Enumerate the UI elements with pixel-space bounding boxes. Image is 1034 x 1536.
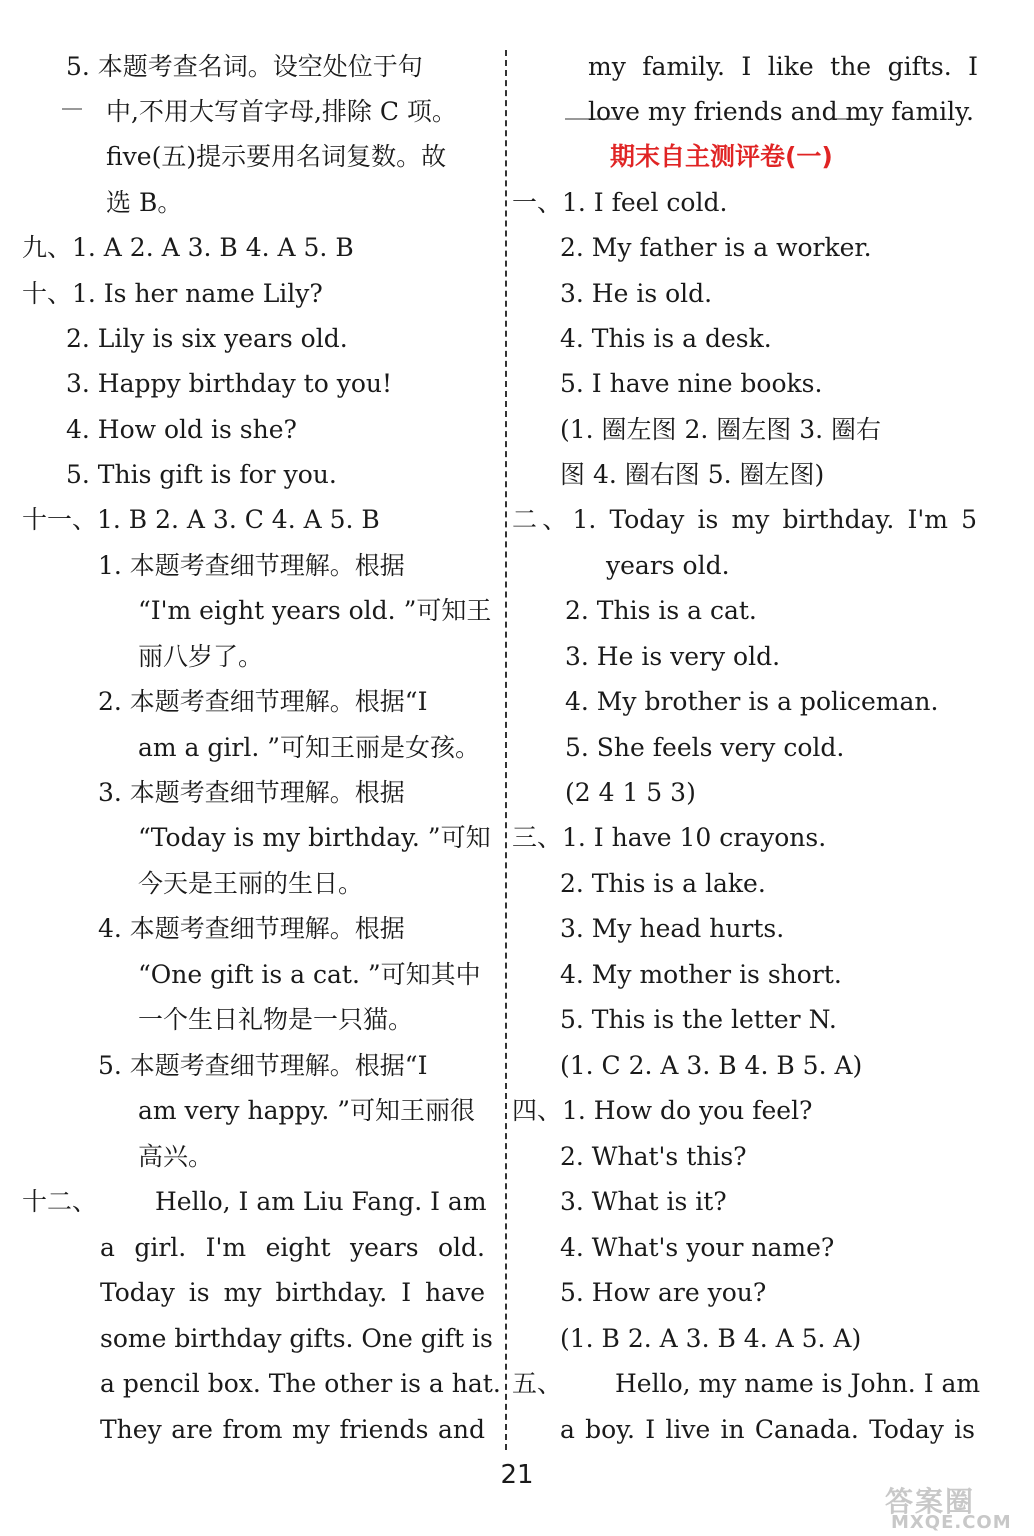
right-line: (1. C 2. A 3. B 4. B 5. A) xyxy=(560,1051,863,1080)
left-line: 5. 本题考查名词。设空处位于句 xyxy=(66,52,423,81)
right-line: 2. This is a lake. xyxy=(560,869,766,898)
left-line: 选 B。 xyxy=(106,188,183,217)
left-line: 2. Lily is six years old. xyxy=(66,324,348,353)
left-line: 4. 本题考查细节理解。根据 xyxy=(98,914,405,943)
left-line: “One gift is a cat. ”可知其中 xyxy=(138,960,481,989)
right-line: 3. He is very old. xyxy=(565,642,781,671)
right-line: Hello, my name is John. I am xyxy=(615,1369,981,1398)
right-line: 一、1. I feel cold. xyxy=(512,188,728,217)
left-line: some birthday gifts. One gift is xyxy=(100,1324,493,1353)
left-line: They are from my friends and xyxy=(100,1415,485,1444)
column-divider xyxy=(505,50,507,1450)
right-line: 四、1. How do you feel? xyxy=(512,1096,813,1125)
right-line: 二、1. Today is my birthday. I'm 5 xyxy=(512,505,977,534)
section-title: 期末自主测评卷(一) xyxy=(610,142,833,171)
right-line: 5. I have nine books. xyxy=(560,369,823,398)
left-line: 5. 本题考查细节理解。根据“I xyxy=(98,1051,428,1080)
right-line: 5. How are you? xyxy=(560,1278,767,1307)
section-label: 十二、 xyxy=(22,1187,98,1216)
right-line: 2. This is a cat. xyxy=(565,596,757,625)
page-number: 21 xyxy=(500,1460,534,1490)
left-line: 丽八岁了。 xyxy=(138,642,264,671)
left-line: a girl. I'm eight years old. xyxy=(100,1233,485,1262)
right-line: 4. This is a desk. xyxy=(560,324,772,353)
left-line: 十、1. Is her name Lily? xyxy=(22,279,323,308)
left-line: 高兴。 xyxy=(138,1142,214,1171)
left-line: 2. 本题考查细节理解。根据“I xyxy=(98,687,428,716)
watermark-url: MXQE.COM xyxy=(891,1512,1012,1533)
right-line: (1. B 2. A 3. B 4. A 5. A) xyxy=(560,1324,862,1353)
right-line: 5. This is the letter N. xyxy=(560,1005,837,1034)
right-line: 三、1. I have 10 crayons. xyxy=(512,823,827,852)
right-line: years old. xyxy=(606,551,730,580)
left-line: Today is my birthday. I have xyxy=(100,1278,485,1307)
right-line: (1. 圈左图 2. 圈左图 3. 圈右 xyxy=(560,415,882,444)
left-line: 一个生日礼物是一只猫。 xyxy=(138,1005,414,1034)
right-line: 图 4. 圈右图 5. 圈左图) xyxy=(560,460,825,489)
right-line: my family. I like the gifts. I xyxy=(588,52,978,81)
left-line: 3. 本题考查细节理解。根据 xyxy=(98,778,405,807)
left-line: 5. This gift is for you. xyxy=(66,460,337,489)
left-line: am very happy. ”可知王丽很 xyxy=(138,1096,475,1125)
right-line: 3. What is it? xyxy=(560,1187,727,1216)
left-line: “Today is my birthday. ”可知 xyxy=(138,823,491,852)
watermark-text: 答案圈 xyxy=(885,1485,976,1518)
left-line: a pencil box. The other is a hat. xyxy=(100,1369,501,1398)
left-line: 3. Happy birthday to you! xyxy=(66,369,393,398)
right-line: 2. My father is a worker. xyxy=(560,233,872,262)
right-line: 4. My mother is short. xyxy=(560,960,842,989)
left-line: Hello, I am Liu Fang. I am xyxy=(155,1187,487,1216)
right-line: a boy. I live in Canada. Today is xyxy=(560,1415,975,1444)
left-line: am a girl. ”可知王丽是女孩。 xyxy=(138,733,481,762)
left-line: 今天是王丽的生日。 xyxy=(138,869,364,898)
left-line: “I'm eight years old. ”可知王 xyxy=(138,596,492,625)
left-line: 4. How old is she? xyxy=(66,415,297,444)
left-line: 中,不用大写首字母,排除 C 项。 xyxy=(106,97,457,126)
section-label: 五、 xyxy=(512,1369,563,1398)
dash-mark xyxy=(62,108,82,110)
right-line: 4. My brother is a policeman. xyxy=(565,687,939,716)
right-line: 2. What's this? xyxy=(560,1142,747,1171)
left-line: 1. 本题考查细节理解。根据 xyxy=(98,551,405,580)
right-line: 3. He is old. xyxy=(560,279,713,308)
right-line: 4. What's your name? xyxy=(560,1233,835,1262)
left-line: five(五)提示要用名词复数。故 xyxy=(106,142,447,171)
right-line: 5. She feels very cold. xyxy=(565,733,845,762)
right-line: (2 4 1 5 3) xyxy=(565,778,696,807)
answer-row-11: 十一、1. B 2. A 3. C 4. A 5. B xyxy=(22,505,380,534)
answer-row-9: 九、1. A 2. A 3. B 4. A 5. B xyxy=(22,233,354,262)
watermark-logo xyxy=(885,1480,1030,1532)
right-line: love my friends and my family. xyxy=(588,97,974,126)
right-line: 3. My head hurts. xyxy=(560,914,785,943)
